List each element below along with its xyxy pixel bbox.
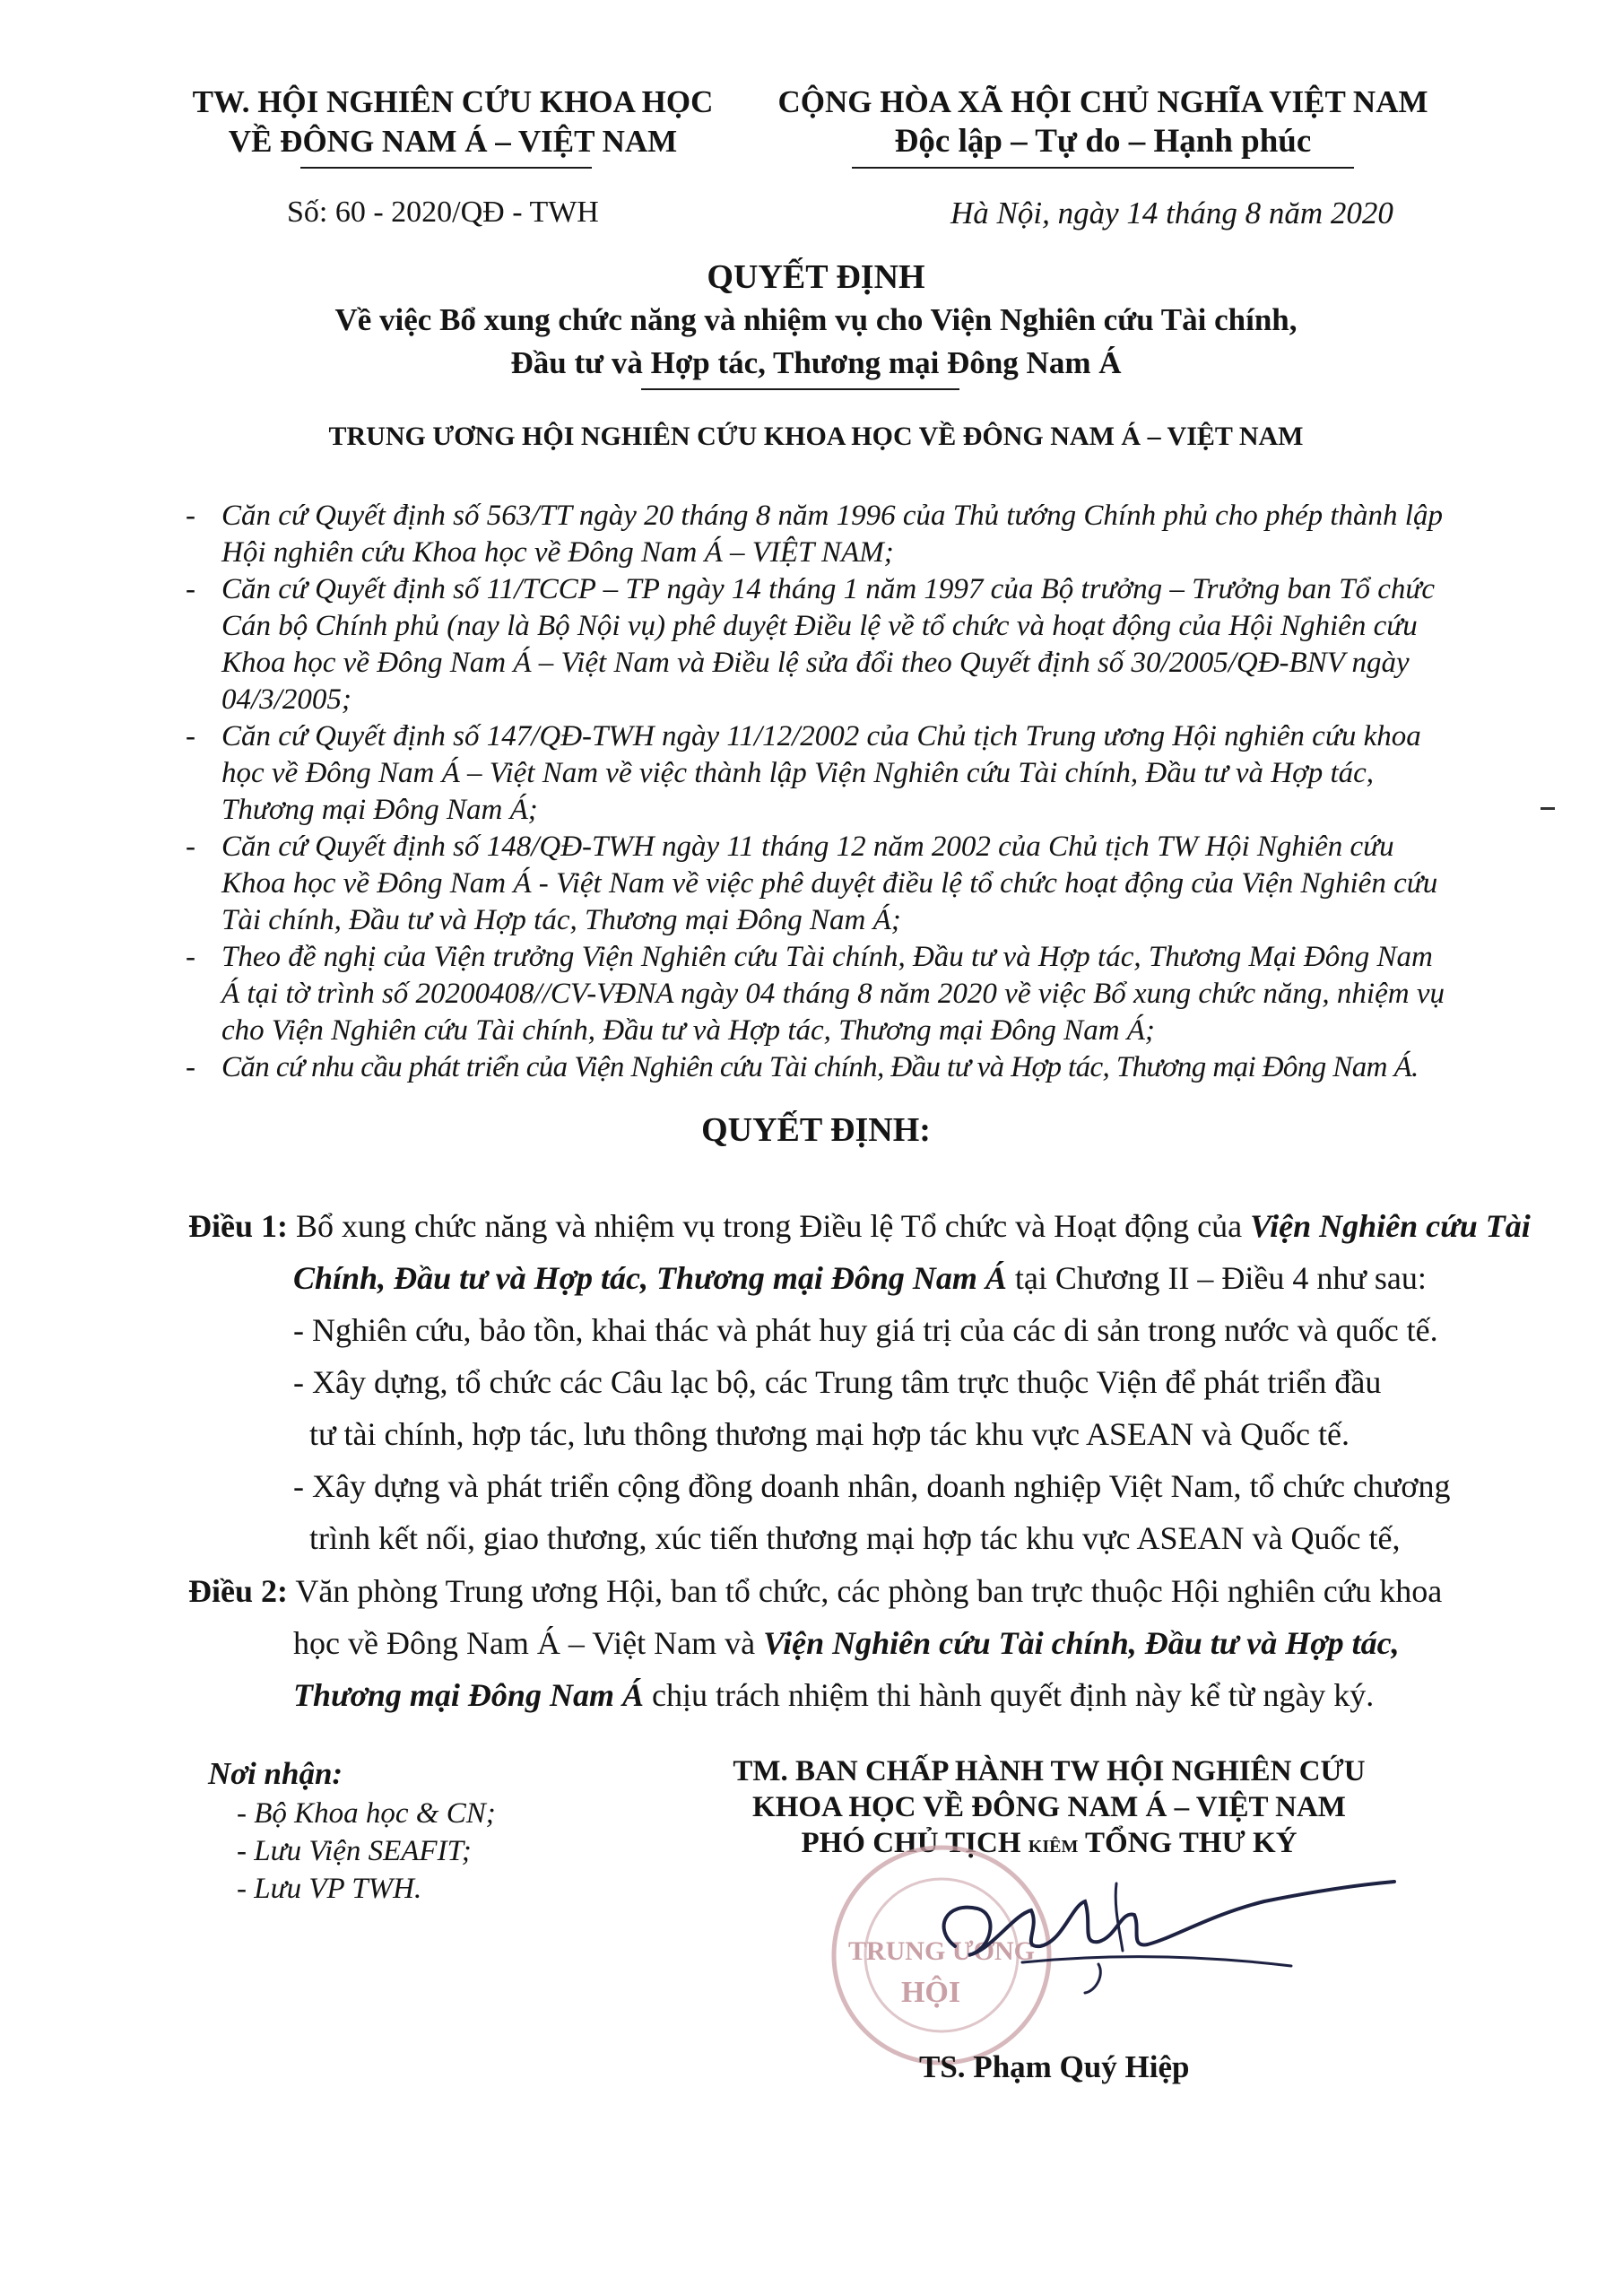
signature-position-a: PHÓ CHỦ TỊCH xyxy=(801,1827,1021,1859)
stamp-text-1: TRUNG ƯƠNG xyxy=(847,1936,1036,1966)
decision-subject-line2: Đầu tư và Hợp tác, Thương mại Đông Nam Á xyxy=(510,345,1122,380)
consideration-text: Theo đề nghị của Viện trưởng Viện Nghiên cứu Tài chính, Đầu tư và Hợp tác, Thương Mại Đông Nam Á tại tờ trình số 20200408//CV-VĐNA ngày 04 tháng 8 năm 2020 về việc Bổ xung chức năng, nhiệm vụ cho Viện Nghiên cứu Tài chính, Đầu tư và Hợp tác, Thương mại Đông Nam Á; xyxy=(221,941,1445,1047)
title-block xyxy=(179,256,1453,385)
article-2-label: Điều 2: xyxy=(188,1573,288,1609)
decision-subject-line1: Về việc Bổ xung chức năng và nhiệm vụ cho Viện Nghiên cứu Tài chính, xyxy=(334,302,1298,337)
article-1-item: - Xây dựng và phát triển cộng đồng doanh nhân, doanh nghiệp Việt Nam, tổ chức chương xyxy=(293,1468,1451,1504)
national-title xyxy=(753,83,1453,161)
consideration-text: Căn cứ Quyết định số 148/QĐ-TWH ngày 11 tháng 12 năm 2002 của Chủ tịch TW Hội Nghiên cứu Khoa học về Đông Nam Á - Việt Nam về việc phê duyệt điều lệ tổ chức hoạt động của Viện Nghiên cứu Tài chính, Đầu tư và Hợp tác, Thương mại Đông Nam Á; xyxy=(221,831,1438,936)
article-2-institute-cont: Thương mại Đông Nam Á xyxy=(293,1677,644,1713)
bullet-dash: - xyxy=(186,941,195,973)
article-2-line2 xyxy=(188,1617,1462,1669)
stamp-text-2: HỘI xyxy=(900,1976,961,2009)
document-number: Số: 60 - 2020/QĐ - TWH xyxy=(287,196,599,229)
article-2 xyxy=(188,1565,1462,1721)
article-1-line1 xyxy=(188,1200,1531,1252)
signature-title-line2: KHOA HỌC VỀ ĐÔNG NAM Á – VIỆT NAM xyxy=(752,1791,1346,1823)
consideration-text: Căn cứ Quyết định số 147/QĐ-TWH ngày 11/12/2002 của Chủ tịch Trung ương Hội nghiên cứu khoa học về Đông Nam Á – Việt Nam về việc thành lập Viện Nghiên cứu Tài chính, Đầu tư và Hợp tác, Thương mại Đông Nam Á; xyxy=(221,720,1421,826)
consideration-text: Căn cứ Quyết định số 11/TCCP – TP ngày 14 tháng 1 năm 1997 của Bộ trưởng – Trưởng ban Tổ chức Cán bộ Chính phủ (nay là Bộ Nội vụ) phê duyệt Điều lệ về tổ chức và hoạt động của Hội Nghiên cứu Khoa học về Đông Nam Á – Việt Nam và Điều lệ sửa đổi theo Quyết định số 30/2005/QĐ-BNV ngày 04/3/2005; xyxy=(221,573,1435,716)
bullet-dash: - xyxy=(186,573,195,605)
article-2-line3 xyxy=(188,1669,1462,1721)
article-1-items xyxy=(188,1304,1462,1564)
consideration-text: Căn cứ nhu cầu phát triển của Viện Nghiên cứu Tài chính, Đầu tư và Hợp tác, Thương mại Đông Nam Á. xyxy=(221,1051,1419,1083)
consideration-item xyxy=(186,829,1454,939)
org-name xyxy=(184,83,722,161)
article-1-item: - Nghiên cứu, bảo tồn, khai thác và phát huy giá trị của các di sản trong nước và quốc tế. xyxy=(293,1312,1438,1348)
recipients xyxy=(208,1753,496,1908)
margin-mark xyxy=(1541,807,1555,810)
bullet-dash: - xyxy=(186,500,195,532)
article-2-text-2: học về Đông Nam Á – Việt Nam và xyxy=(293,1625,756,1661)
article-2-institute: Viện Nghiên cứu Tài chính, Đầu tư và Hợp tác, xyxy=(763,1625,1400,1661)
article-1-text-after: tại Chương II – Điều 4 như sau: xyxy=(1014,1260,1427,1296)
article-2-line1 xyxy=(188,1565,1462,1617)
article-2-text: Văn phòng Trung ương Hội, ban tổ chức, các phòng ban trực thuộc Hội nghiên cứu khoa xyxy=(295,1573,1443,1609)
recipient-item: - Lưu VP TWH. xyxy=(237,1873,422,1905)
org-name-line1: TW. HỘI NGHIÊN CỨU KHOA HỌC xyxy=(192,84,714,119)
recipient-item: - Lưu Viện SEAFIT; xyxy=(237,1835,472,1867)
bullet-dash: - xyxy=(186,831,195,863)
motto-underline xyxy=(852,167,1354,169)
signatory-name: TS. Phạm Quý Hiệp xyxy=(919,2049,1190,2084)
consideration-item xyxy=(186,498,1454,571)
decision-heading: QUYẾT ĐỊNH: xyxy=(701,1111,931,1149)
article-1-institute: Viện Nghiên cứu Tài xyxy=(1250,1208,1531,1244)
bullet-dash: - xyxy=(186,1051,195,1083)
org-underline xyxy=(300,167,592,169)
consideration-text: Căn cứ Quyết định số 563/TT ngày 20 tháng 8 năm 1996 của Thủ tướng Chính phủ cho phép thành lập Hội nghiên cứu Khoa học về Đông Nam Á – VIỆT NAM; xyxy=(221,500,1443,569)
consideration-item xyxy=(186,939,1454,1049)
article-1 xyxy=(188,1200,1531,1564)
title-underline xyxy=(641,388,959,390)
issuing-authority: TRUNG ƯƠNG HỘI NGHIÊN CỨU KHOA HỌC VỀ ĐÔNG NAM Á – VIỆT NAM xyxy=(328,422,1304,451)
article-1-label: Điều 1: xyxy=(188,1208,288,1244)
bullet-dash: - xyxy=(186,720,195,752)
recipients-heading: Nơi nhận: xyxy=(208,1756,343,1791)
article-1-item-cont: trình kết nối, giao thương, xúc tiến thương mại hợp tác khu vực ASEAN và Quốc tế, xyxy=(309,1520,1401,1556)
national-motto: Độc lập – Tự do – Hạnh phúc xyxy=(894,123,1312,160)
signature-position-b: KIÊM xyxy=(1028,1837,1079,1857)
article-2-text-3: chịu trách nhiệm thi hành quyết định này kể từ ngày ký. xyxy=(651,1677,1375,1713)
signature-position-c: TỔNG THƯ KÝ xyxy=(1085,1827,1298,1859)
signature-title-line1: TM. BAN CHẤP HÀNH TW HỘI NGHIÊN CỨU xyxy=(733,1755,1366,1787)
article-1-item-cont: tư tài chính, hợp tác, lưu thông thương mại hợp tác khu vực ASEAN và Quốc tế. xyxy=(309,1416,1350,1452)
decision-title: QUYẾT ĐỊNH xyxy=(707,258,925,296)
org-name-line2: VỀ ĐÔNG NAM Á – VIỆT NAM xyxy=(228,124,678,159)
consideration-item xyxy=(186,1049,1454,1086)
document-date: Hà Nội, ngày 14 tháng 8 năm 2020 xyxy=(950,196,1393,230)
national-title-line1: CỘNG HÒA XÃ HỘI CHỦ NGHĨA VIỆT NAM xyxy=(777,84,1428,119)
consideration-item xyxy=(186,718,1454,829)
handwritten-signature xyxy=(906,1866,1408,2000)
article-1-institute-cont: Chính, Đầu tư và Hợp tác, Thương mại Đông Nam Á xyxy=(293,1260,1007,1296)
consideration-item xyxy=(186,571,1454,718)
recipient-item: - Bộ Khoa học & CN; xyxy=(237,1797,496,1830)
considerations-list xyxy=(186,498,1454,1086)
article-1-line2 xyxy=(188,1252,1462,1304)
article-1-item: - Xây dựng, tổ chức các Câu lạc bộ, các Trung tâm trực thuộc Viện để phát triển đầu xyxy=(293,1364,1382,1400)
article-1-text: Bổ xung chức năng và nhiệm vụ trong Điều lệ Tổ chức và Hoạt động của xyxy=(296,1208,1243,1244)
